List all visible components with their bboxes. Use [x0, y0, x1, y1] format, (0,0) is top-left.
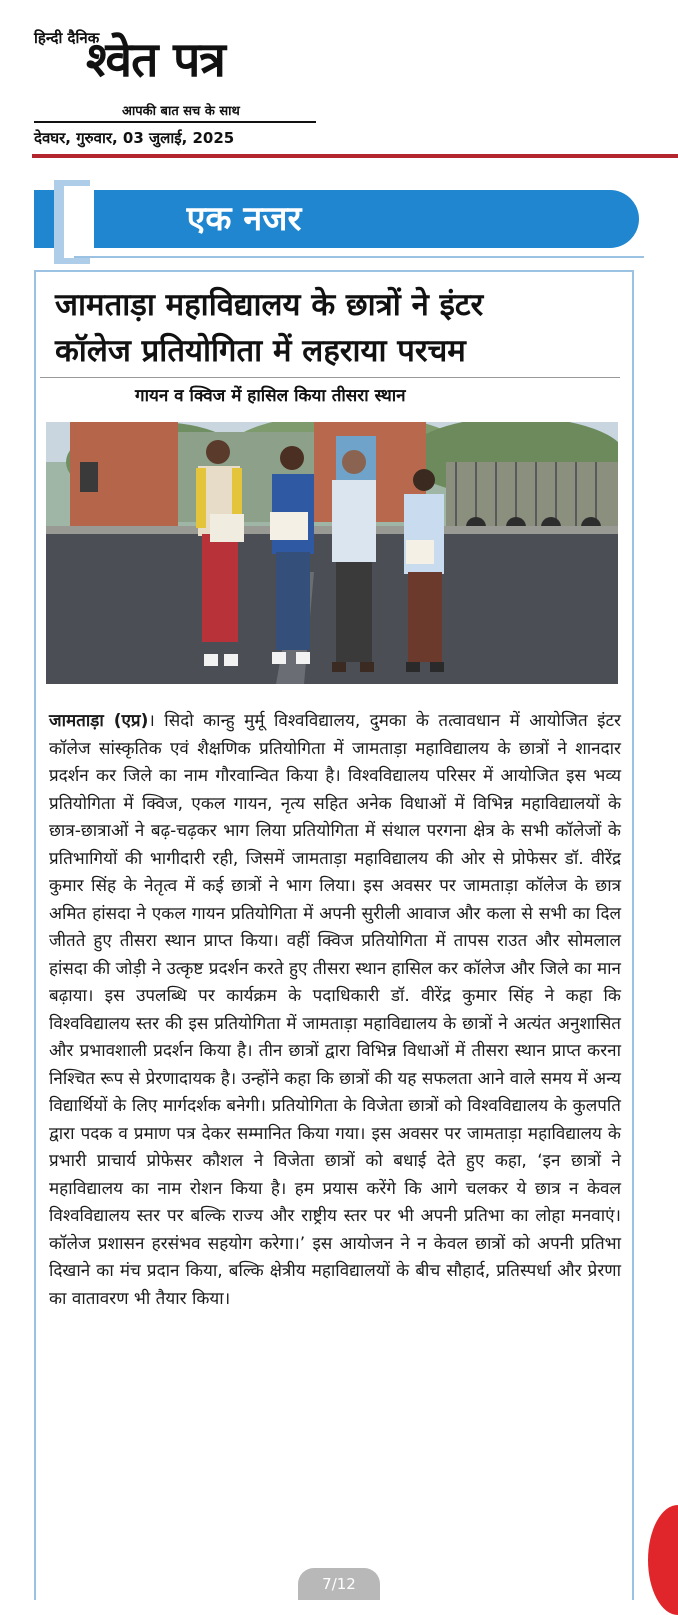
article-body — [49, 708, 621, 1313]
headline-line-2: कॉलेज प्रतियोगिता में लहराया परचम — [55, 333, 466, 369]
banner-bracket-decoration — [54, 180, 90, 264]
newspaper-title: श्वेत पत्र — [86, 32, 225, 88]
issue-dateline: देवघर, गुरुवार, 03 जुलाई, 2025 — [34, 129, 235, 147]
article-headline — [55, 282, 615, 374]
masthead-divider — [34, 121, 316, 123]
person-1 — [196, 440, 244, 666]
article-subheadline: गायन व क्विज में हासिल किया तीसरा स्थान — [135, 386, 406, 406]
header-red-rule — [32, 154, 678, 158]
floating-action-button[interactable] — [648, 1505, 678, 1615]
subheadline-rule — [40, 377, 620, 378]
section-banner — [34, 182, 644, 254]
photo-illustration — [46, 422, 618, 684]
banner-underline — [74, 256, 644, 258]
article-dateline: जामताड़ा (एप्र) — [49, 711, 149, 731]
newspaper-tagline: आपकी बात सच के साथ — [122, 104, 240, 119]
article-photo — [46, 422, 618, 684]
person-4 — [404, 469, 444, 672]
section-title: एक नजर — [186, 199, 302, 239]
article-body-text: । सिदो कान्हु मुर्मू विश्वविद्यालय, दुमका के तत्वावधान में आयोजित इंटर कॉलेज सांस्कृतिक एवं शैक्षणिक प्रतियोगिता में जामताड़ा महाविद्यालय के छात्रों ने शानदार प्रदर्शन कर जिले का नाम गौरवान्वित किया है। विश्वविद्यालय परिसर में आयोजित इस भव्य प्रतियोगिता में क्विज, एकल गायन, नृत्य सहित अनेक विधाओं में विभिन्न महाविद्यालयों के छात्र-छात्राओं ने बढ़-चढ़कर भाग लिया प्रतियोगिता में संथाल परगना क्षेत्र के सभी कॉलेजों के प्रतिभागियों की भागीदारी रही, जिसमें जामताड़ा महाविद्यालय की ओर से प्रोफेसर डॉ. वीरेंद्र कुमार सिंह के नेतृत्व में कई छात्रों ने भाग लिया। इस अवसर पर जामताड़ा कॉलेज के छात्र अमित हांसदा ने एकल गायन प्रतियोगिता में अपनी सुरीली आवाज और कला से सभी का दिल जीतते हुए तीसरा स्थान प्राप्त किया। वहीं क्विज प्रतियोगिता में तापस राउत और सोमलाल हांसदा की जोड़ी ने उत्कृष्ट प्रदर्शन करते हुए तीसरा स्थान हासिल कर कॉलेज और जिले का मान बढ़ाया। इस उपलब्धि पर कार्यक्रम के पदाधिकारी डॉ. वीरेंद्र कुमार सिंह ने कहा कि विश्वविद्यालय स्तर की इस प्रतियोगिता में जामताड़ा महाविद्यालय के छात्रों ने अत्यंत अनुशासित और प्रभावशाली प्रदर्शन किया है। तीन छात्रों द्वारा विभिन्न विधाओं में तीसरा स्थान प्राप्त करना निश्चित रूप से प्रेरणादायक है। उन्होंने कहा कि छात्रों की यह सफलता आने वाले समय में अन्य विद्यार्थियों के लिए मार्गदर्शक बनेगी। प्रतियोगिता के विजेता छात्रों को विश्वविद्यालय के कुलपति द्वारा पदक व प्रमाण पत्र देकर सम्मानित किया गया। इस अवसर पर जामताड़ा महाविद्यालय के प्रभारी प्राचार्य प्रोफेसर कौशल ने विजेता छात्रों को बधाई देते हुए कहा, ‘इन छात्रों ने महाविद्यालय का नाम रोशन किया है। हम प्रयास करेंगे कि आगे चलकर ये छात्र न केवल विश्वविद्यालय स्तर पर बल्कि राज्य और राष्ट्रीय स्तर पर भी अपनी प्रतिभा का लोहा मनवाएं। कॉलेज प्रशासन हरसंभव सहयोग करेगा।’ इस आयोजन ने न केवल छात्रों को अपनी प्रतिभा दिखाने का मंच प्रदान किया, बल्कि क्षेत्रीय महाविद्यालयों के बीच सौहार्द, प्रतिस्पर्धा और प्रेरणा का वातावरण भी तैयार किया। — [49, 711, 621, 1309]
page-indicator: 7/12 — [298, 1568, 380, 1600]
person-2 — [270, 446, 314, 664]
masthead-top-label: हिन्दी दैनिक — [34, 29, 100, 47]
person-3 — [332, 450, 376, 672]
headline-line-1: जामताड़ा महाविद्यालय के छात्रों ने इंटर — [55, 287, 484, 323]
banner-background — [34, 190, 639, 248]
